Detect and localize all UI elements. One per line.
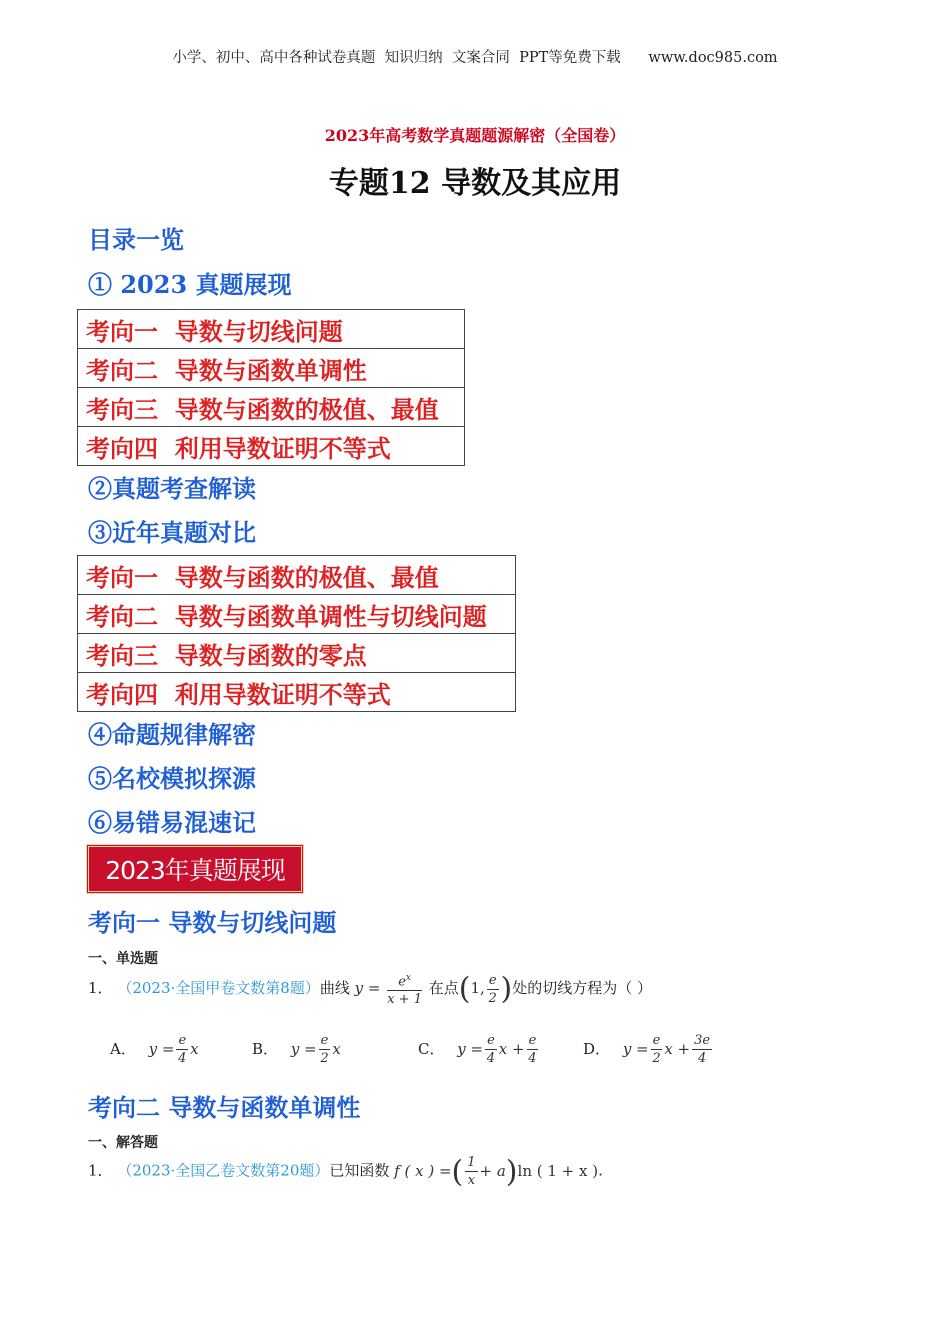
- formula-lhs: y =: [148, 1039, 175, 1058]
- numerator: e: [487, 1033, 495, 1048]
- option-d: [583, 1032, 714, 1067]
- numerator: e: [528, 1033, 537, 1048]
- topic-cell: 考向三 导数与函数的零点: [78, 634, 516, 673]
- option-label: B．: [252, 1039, 279, 1058]
- denominator: x: [467, 1173, 476, 1188]
- fraction: [692, 1032, 712, 1067]
- topic-cell: 考向四 利用导数证明不等式: [78, 673, 516, 712]
- toc-heading: 目录一览: [88, 225, 184, 254]
- numerator: e: [320, 1033, 329, 1048]
- section-2-question-type: 一、解答题: [88, 1135, 158, 1151]
- numerator: e: [398, 974, 406, 990]
- fraction: [387, 970, 422, 1008]
- numerator: 1: [467, 1155, 476, 1170]
- topic-cell: 考向一 导数与函数的极值、最值: [78, 556, 516, 595]
- question-text: 已知函数: [329, 1161, 390, 1180]
- formula-log: ln ( 1 + x ): [517, 1161, 599, 1180]
- topic-cell: 考向一 导数与切线问题: [78, 310, 465, 349]
- topic-cell: 考向二 导数与函数单调性: [78, 349, 465, 388]
- toc-item-5: ⑤名校模拟探源: [88, 764, 256, 793]
- denominator: 4: [178, 1051, 187, 1066]
- formula-lhs: f ( x ) =: [394, 1161, 452, 1180]
- toc-item-6: ⑥易错易混速记: [88, 808, 256, 837]
- section-1-heading: 考向一 导数与切线问题: [88, 908, 337, 937]
- document-title: 专题12 导数及其应用: [328, 166, 622, 201]
- page-header: 小学、初中、高中各种试卷真题 知识归纳 文案合同 PPT等免费下载 www.doc985.com: [172, 50, 778, 66]
- topic-table-2: [77, 555, 516, 712]
- formula-var: x +: [498, 1039, 525, 1058]
- topic-cell: 考向三 导数与函数的极值、最值: [78, 388, 465, 427]
- question-end: .: [598, 1161, 603, 1180]
- question-source: （2023·全国乙卷文数第20题）: [117, 1161, 330, 1180]
- document-subtitle: 2023年高考数学真题题源解密（全国卷）: [324, 126, 626, 145]
- point-x: 1,: [470, 979, 485, 998]
- toc-item-4: ④命题规律解密: [88, 720, 256, 749]
- formula-lhs: y =: [290, 1039, 317, 1058]
- question-text: 曲线: [319, 979, 350, 998]
- formula-point: (1, $\frac{e}{2}$ ): [458, 971, 513, 1007]
- section-2-question: [88, 1154, 603, 1189]
- fraction: [527, 1032, 539, 1067]
- banner-label: 2023年真题展现: [105, 856, 285, 885]
- option-c: [418, 1032, 540, 1067]
- denominator: 4: [697, 1051, 707, 1066]
- formula-lhs: y =: [354, 979, 381, 998]
- question-text: 处的切线方程为（ ）: [512, 979, 653, 998]
- question-number: 1．: [88, 1161, 113, 1180]
- denominator: 2: [320, 1051, 329, 1066]
- fraction: [319, 1032, 331, 1067]
- toc-item-3: ③近年真题对比: [88, 518, 256, 547]
- exponent: x: [405, 973, 411, 983]
- formula-curve: [354, 973, 429, 1008]
- formula-lhs: y =: [622, 1039, 649, 1058]
- question-text: 在点: [428, 979, 459, 998]
- fraction: [176, 1032, 188, 1067]
- denominator: x + 1: [387, 992, 422, 1008]
- numerator: 3e: [694, 1033, 711, 1048]
- numerator: e: [178, 1033, 187, 1048]
- fraction: [487, 972, 499, 1007]
- formula-var: x +: [664, 1039, 691, 1058]
- question-source: （2023·全国甲卷文数第8题）: [117, 979, 320, 998]
- formula-function: f ( x ) =( $\frac{1}{x}$ + a)ln ( 1 + x ): [394, 1154, 599, 1189]
- section-2-heading: 考向二 导数与函数单调性: [88, 1093, 361, 1122]
- fraction: [651, 1032, 663, 1067]
- option-label: C．: [418, 1039, 445, 1058]
- topic-table-1: [77, 309, 465, 466]
- formula-lhs: y =: [457, 1039, 484, 1058]
- fraction: [465, 1154, 477, 1189]
- numerator: e: [652, 1033, 661, 1048]
- denominator: 4: [528, 1051, 537, 1066]
- question-number: 1．: [88, 979, 113, 998]
- denominator: 2: [488, 990, 497, 1006]
- denominator: 4: [486, 1051, 496, 1066]
- option-label: D．: [583, 1039, 611, 1058]
- formula-term: + a: [479, 1161, 506, 1180]
- fraction: [485, 1032, 497, 1067]
- topic-cell: 考向二 导数与函数单调性与切线问题: [78, 595, 516, 634]
- formula-var: x: [332, 1039, 341, 1058]
- section-banner: [86, 844, 304, 894]
- denominator: 2: [652, 1051, 661, 1066]
- topic-cell: 考向四 利用导数证明不等式: [78, 427, 465, 466]
- toc-item-2: ②真题考查解读: [88, 474, 256, 503]
- option-label: A．: [110, 1039, 136, 1058]
- option-b: [252, 1032, 341, 1067]
- formula-var: x: [190, 1039, 199, 1058]
- section-1-question: [88, 970, 652, 1008]
- numerator: e: [488, 972, 497, 988]
- section-1-question-type: 一、单选题: [88, 951, 158, 967]
- option-a: [110, 1032, 199, 1067]
- toc-item-1: ① 2023 真题展现: [88, 270, 292, 299]
